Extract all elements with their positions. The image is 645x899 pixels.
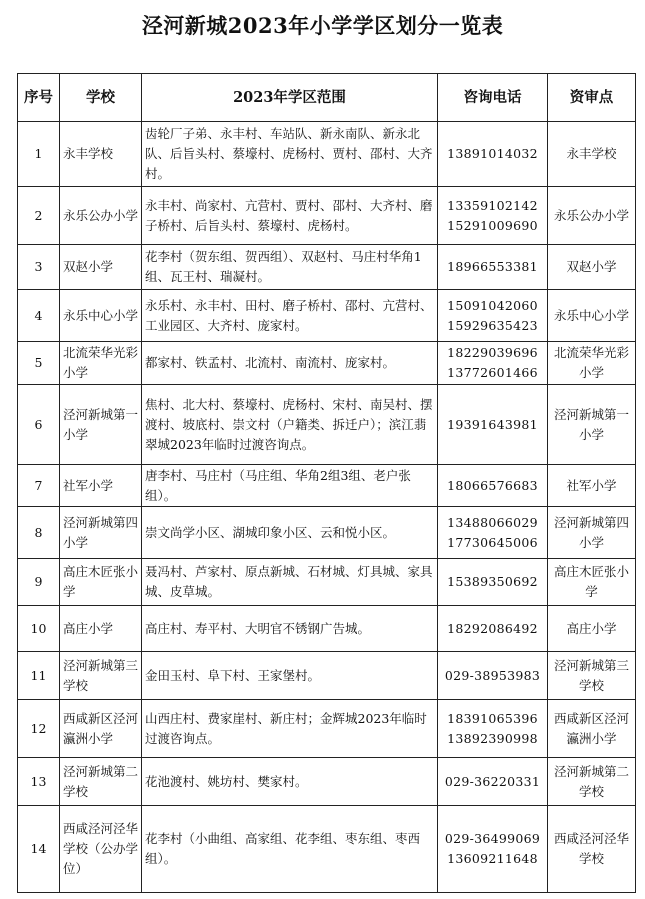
contact-phone: 15091042060 [447,297,538,313]
table-row [18,700,636,758]
table-row [18,465,636,507]
contact-phone: 13488066029 [447,514,538,530]
contact-phone-cell [438,507,548,559]
contact-phone-cell [438,652,548,700]
review-point: 永乐公办小学 [548,187,636,245]
row-number: 9 [18,559,60,606]
district-range: 花池渡村、姚坊村、樊家村。 [142,758,438,806]
contact-phone: 15929635423 [447,317,538,333]
contact-phone: 15291009690 [447,217,538,233]
school-district-table [17,73,636,893]
review-point: 泾河新城第二学校 [548,758,636,806]
contact-phone: 13359102142 [447,197,538,213]
table-row [18,122,636,187]
school-name: 高庄小学 [60,606,142,652]
contact-phone-cell [438,122,548,187]
contact-phone-cell [438,290,548,342]
contact-phone: 18966553381 [447,259,538,274]
table-row [18,342,636,385]
contact-phone-cell [438,559,548,606]
contact-phone: 15389350692 [447,574,538,589]
contact-phone: 13892390998 [447,730,538,746]
district-range: 山西庄村、费家崖村、新庄村；金辉城2023年临时过渡咨询点。 [142,700,438,758]
row-number: 11 [18,652,60,700]
header-no: 序号 [18,74,60,122]
table-row [18,187,636,245]
header-phone: 咨询电话 [438,74,548,122]
row-number: 4 [18,290,60,342]
row-number: 3 [18,245,60,290]
review-point: 北流荣华光彩小学 [548,342,636,385]
contact-phone: 13772601466 [447,365,538,380]
table-header-row [18,74,636,122]
school-name: 西咸泾河泾华学校（公办学位） [60,806,142,893]
contact-phone: 18066576683 [447,477,538,493]
contact-phone-cell [438,342,548,385]
school-name: 泾河新城第二学校 [60,758,142,806]
district-range: 都家村、铁孟村、北流村、南流村、庞家村。 [142,342,438,385]
contact-phone: 029-36220331 [444,773,541,789]
header-review: 资审点 [548,74,636,122]
contact-phone: 13609211648 [447,851,538,866]
row-number: 14 [18,806,60,893]
school-name: 永乐中心小学 [60,290,142,342]
district-range: 花李村（小曲组、高家组、花李组、枣东组、枣西组）。 [142,806,438,893]
district-range: 唐李村、马庄村（马庄组、华角2组3组、老户张组）。 [142,465,438,507]
contact-phone-cell [438,606,548,652]
row-number: 10 [18,606,60,652]
contact-phone-cell [438,806,548,893]
contact-phone: 18292086492 [447,620,538,636]
header-school: 学校 [60,74,142,122]
table-row [18,385,636,465]
school-name: 高庄木匠张小学 [60,559,142,606]
school-name: 双赵小学 [60,245,142,290]
school-name: 西咸新区泾河瀛洲小学 [60,700,142,758]
contact-phone-cell [438,245,548,290]
contact-phone-cell [438,385,548,465]
contact-phone: 18391065396 [447,710,538,726]
school-name: 泾河新城第三学校 [60,652,142,700]
table-row [18,806,636,893]
contact-phone-cell [438,187,548,245]
school-name: 永丰学校 [60,122,142,187]
table-row [18,758,636,806]
page-title: 泾河新城2023年小学学区划分一览表 [141,13,504,38]
table-row [18,559,636,606]
table-row [18,290,636,342]
row-number: 2 [18,187,60,245]
school-name: 北流荣华光彩小学 [60,342,142,385]
review-point: 泾河新城第四小学 [548,507,636,559]
district-range: 花李村（贺东组、贺西组）、双赵村、马庄村华角1组、瓦王村、瑞凝村。 [142,245,438,290]
district-range: 金田玉村、阜下村、王家堡村。 [142,652,438,700]
contact-phone-cell [438,465,548,507]
row-number: 1 [18,122,60,187]
district-range: 焦村、北大村、蔡壕村、虎杨村、宋村、南吴村、摆渡村、坡底村、崇文村（户籍类、拆迁户）；滨江翡翠城2023年临时过渡咨询点。 [142,385,438,465]
table-row [18,507,636,559]
review-point: 西咸新区泾河瀛洲小学 [548,700,636,758]
district-range: 齿轮厂子弟、永丰村、车站队、新永南队、新永北队、后旨头村、蔡壕村、虎杨村、贾村、邵村、大齐村。 [142,122,438,187]
contact-phone: 029-38953983 [444,667,541,683]
row-number: 5 [18,342,60,385]
review-point: 高庄小学 [548,606,636,652]
row-number: 12 [18,700,60,758]
row-number: 6 [18,385,60,465]
table-row [18,652,636,700]
school-name: 泾河新城第四小学 [60,507,142,559]
contact-phone-cell [438,700,548,758]
contact-phone-cell [438,758,548,806]
review-point: 泾河新城第一小学 [548,385,636,465]
review-point: 西咸泾河泾华学校 [548,806,636,893]
school-name: 泾河新城第一小学 [60,385,142,465]
school-name: 永乐公办小学 [60,187,142,245]
school-name: 社军小学 [60,465,142,507]
review-point: 泾河新城第三学校 [548,652,636,700]
table-row [18,245,636,290]
review-point: 高庄木匠张小学 [548,559,636,606]
district-range: 聂冯村、芦家村、原点新城、石材城、灯具城、家具城、皮草城。 [142,559,438,606]
contact-phone: 13891014032 [447,146,538,161]
contact-phone: 029-36499069 [444,831,541,846]
district-range: 高庄村、寿平村、大明官不锈钢广告城。 [142,606,438,652]
table-row [18,606,636,652]
contact-phone: 17730645006 [447,534,538,550]
row-number: 8 [18,507,60,559]
district-range: 永丰村、尚家村、亢营村、贾村、邵村、大齐村、磨子桥村、后旨头村、蔡壕村、虎杨村。 [142,187,438,245]
review-point: 永丰学校 [548,122,636,187]
table-body [18,122,636,893]
contact-phone: 19391643981 [447,416,538,432]
contact-phone: 18229039696 [447,345,538,360]
district-range: 崇文尚学小区、湖城印象小区、云和悦小区。 [142,507,438,559]
row-number: 13 [18,758,60,806]
district-range: 永乐村、永丰村、田村、磨子桥村、邵村、亢营村、工业园区、大齐村、庞家村。 [142,290,438,342]
review-point: 双赵小学 [548,245,636,290]
row-number: 7 [18,465,60,507]
review-point: 永乐中心小学 [548,290,636,342]
review-point: 社军小学 [548,465,636,507]
header-range: 2023年学区范围 [142,74,438,122]
